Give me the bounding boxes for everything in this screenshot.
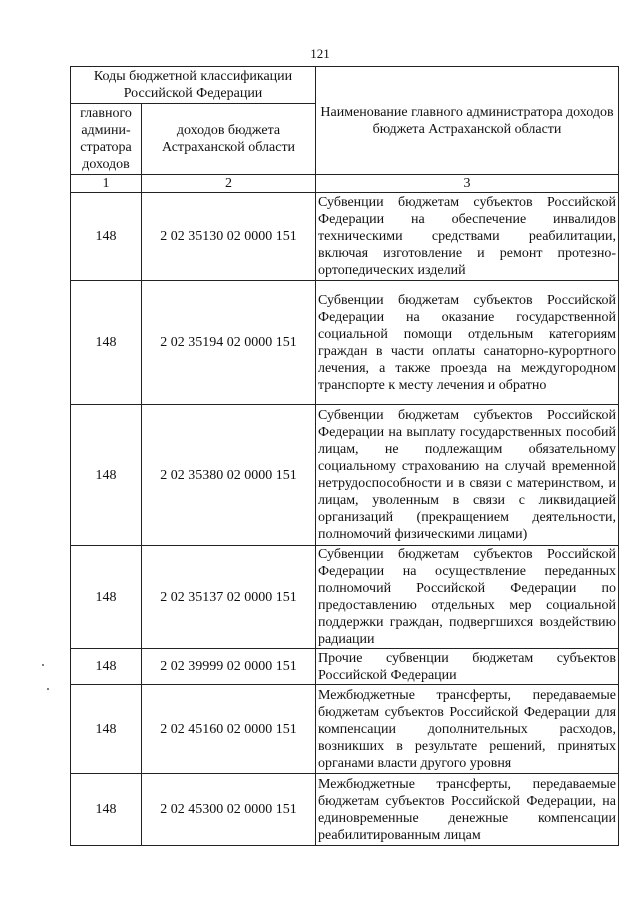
- table-row: [71, 774, 619, 846]
- description-cell: Межбюджетные трансферты, передаваемые бюджетам субъектов Российской Федерации для компенсации дополнительных расходов, возникших в результате решений, принятых органами власти другого уровня: [316, 685, 619, 774]
- description-cell: Субвенции бюджетам субъектов Российской Федерации на обеспечение инвалидов техническими средствами реабилитации, включая изготовление и ремонт протезно-ортопедических изделий: [316, 193, 619, 281]
- admin-code-cell: 148: [71, 649, 142, 685]
- table-row: [71, 685, 619, 774]
- admin-code-cell: 148: [71, 193, 142, 281]
- table-row: [71, 546, 619, 649]
- column-number: 3: [316, 175, 619, 193]
- budget-code-cell: 2 02 45300 02 0000 151: [142, 774, 316, 846]
- table-row: [71, 193, 619, 281]
- budget-code-cell: 2 02 45160 02 0000 151: [142, 685, 316, 774]
- table-row: [71, 281, 619, 405]
- description-cell: Субвенции бюджетам субъектов Российской Федерации на выплату государственных пособий лицам, не подлежащим обязательному социальному страхованию на случай временной нетрудоспособности и в связи с материнством, и лицам, уволенным в связи с ликвидацией организаций (прекращением деятельности, полномочий физическими лицами): [316, 405, 619, 546]
- budget-code-cell: 2 02 39999 02 0000 151: [142, 649, 316, 685]
- column-number: 1: [71, 175, 142, 193]
- admin-code-cell: 148: [71, 405, 142, 546]
- budget-code-cell: 2 02 35130 02 0000 151: [142, 193, 316, 281]
- admin-code-cell: 148: [71, 774, 142, 846]
- scan-speck: [42, 664, 44, 666]
- description-cell: Субвенции бюджетам субъектов Российской Федерации на оказание государственной социальной помощи отдельным категориям граждан в части оплаты санаторно-курортного лечения, а также проезда на междугородном транспорте к месту лечения и обратно: [316, 281, 619, 405]
- table-row: [71, 405, 619, 546]
- budget-code-cell: 2 02 35380 02 0000 151: [142, 405, 316, 546]
- header-budget-revenue: доходов бюджета Астраханской области: [142, 104, 316, 175]
- budget-codes-table: [70, 66, 619, 846]
- description-cell: Межбюджетные трансферты, передаваемые бюджетам субъектов Российской Федерации, на единовременные денежные компенсации реабилитированным лицам: [316, 774, 619, 846]
- header-main-administrator: главного админи-стратора доходов: [71, 104, 142, 175]
- admin-code-cell: 148: [71, 685, 142, 774]
- admin-code-cell: 148: [71, 281, 142, 405]
- header-budget-classification: Коды бюджетной классификации Российской Федерации: [71, 67, 316, 104]
- table-row: [71, 649, 619, 685]
- column-number: 2: [142, 175, 316, 193]
- budget-code-cell: 2 02 35194 02 0000 151: [142, 281, 316, 405]
- page-number: 121: [310, 46, 330, 61]
- admin-code-cell: 148: [71, 546, 142, 649]
- description-cell: Субвенции бюджетам субъектов Российской Федерации на осуществление переданных полномочий Российской Федерации по предоставлению отдельных мер социальной поддержки граждан, подвергшихся воздействию радиации: [316, 546, 619, 649]
- budget-code-cell: 2 02 35137 02 0000 151: [142, 546, 316, 649]
- description-cell: Прочие субвенции бюджетам субъектов Российской Федерации: [316, 649, 619, 685]
- header-administrator-name: Наименование главного администратора доходов бюджета Астраханской области: [316, 67, 619, 175]
- scan-speck: [47, 688, 49, 690]
